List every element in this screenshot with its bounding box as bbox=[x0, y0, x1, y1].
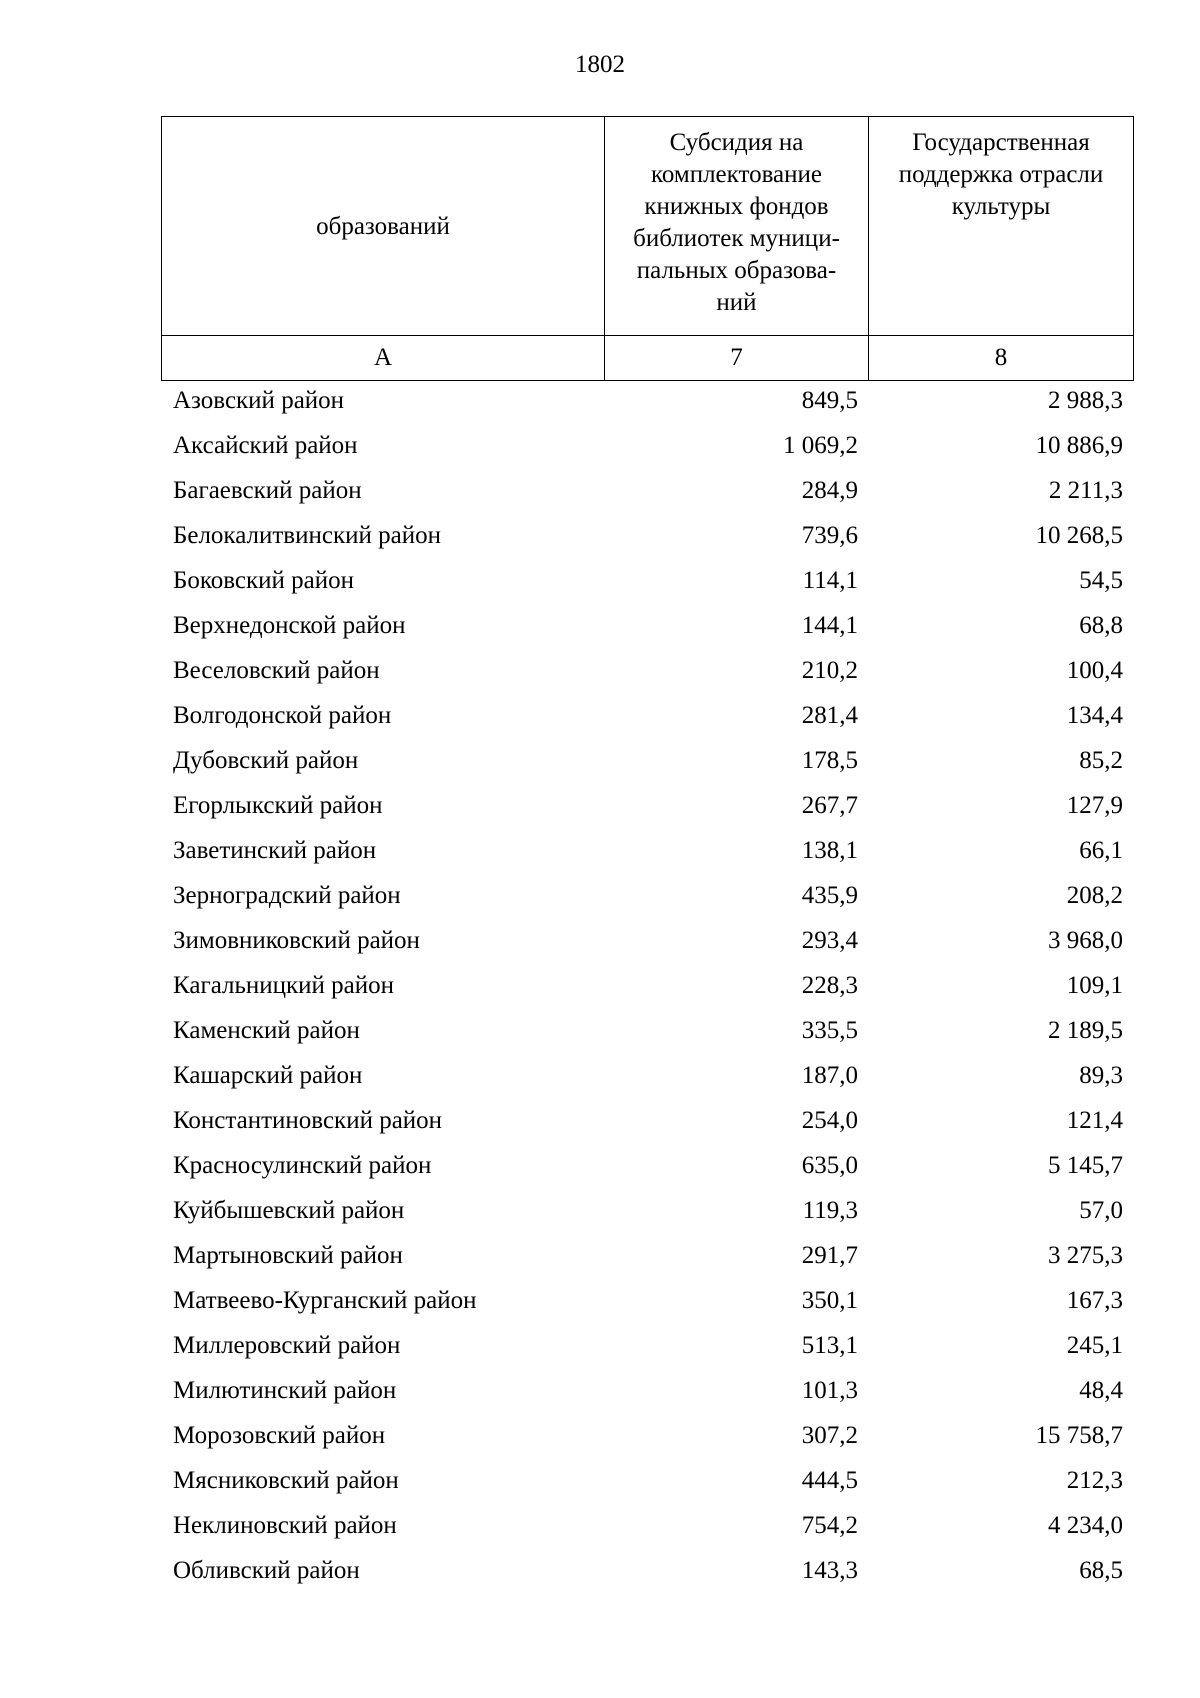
table-body bbox=[161, 378, 1133, 1593]
table-row bbox=[161, 1188, 1133, 1233]
value-col-8: 57,0 bbox=[1079, 1196, 1123, 1224]
value-col-8: 167,3 bbox=[1066, 1286, 1123, 1314]
municipality-name: Константиновский район bbox=[173, 1106, 443, 1134]
municipality-name: Егорлыкский район bbox=[173, 791, 383, 819]
municipality-name: Красносулинский район bbox=[173, 1151, 432, 1179]
municipality-name: Волгодонской район bbox=[173, 701, 392, 729]
value-col-7: 291,7 bbox=[801, 1241, 858, 1269]
table-row bbox=[161, 1233, 1133, 1278]
value-col-8: 3 968,0 bbox=[1048, 926, 1123, 954]
value-col-7: 444,5 bbox=[801, 1466, 858, 1494]
value-col-8: 66,1 bbox=[1079, 836, 1123, 864]
value-col-8: 85,2 bbox=[1079, 746, 1123, 774]
value-col-8: 68,8 bbox=[1079, 611, 1123, 639]
table-row bbox=[161, 513, 1133, 558]
table-row bbox=[161, 1368, 1133, 1413]
table-row bbox=[161, 558, 1133, 603]
municipality-name: Веселовский район bbox=[173, 656, 380, 684]
header-col-8-label: Государственная поддержка отрасли культуры bbox=[898, 129, 1104, 220]
value-col-8: 134,4 bbox=[1066, 701, 1123, 729]
value-col-8: 4 234,0 bbox=[1048, 1511, 1123, 1539]
table-row bbox=[161, 963, 1133, 1008]
value-col-7: 307,2 bbox=[801, 1421, 858, 1449]
value-col-7: 228,3 bbox=[801, 971, 858, 999]
value-col-8: 212,3 bbox=[1066, 1466, 1123, 1494]
value-col-7: 293,4 bbox=[801, 926, 858, 954]
municipality-name: Морозовский район bbox=[173, 1421, 386, 1449]
value-col-7: 267,7 bbox=[801, 791, 858, 819]
value-col-8: 109,1 bbox=[1066, 971, 1123, 999]
table-row bbox=[161, 1503, 1133, 1548]
value-col-8: 10 268,5 bbox=[1035, 521, 1123, 549]
value-col-8: 208,2 bbox=[1066, 881, 1123, 909]
header-col-7 bbox=[605, 117, 869, 336]
municipality-name: Куйбышевский район bbox=[173, 1196, 405, 1224]
municipality-name: Дубовский район bbox=[173, 746, 359, 774]
value-col-7: 254,0 bbox=[801, 1106, 858, 1134]
table-row bbox=[161, 1143, 1133, 1188]
value-col-8: 48,4 bbox=[1079, 1376, 1123, 1404]
value-col-8: 5 145,7 bbox=[1048, 1151, 1123, 1179]
value-col-8: 15 758,7 bbox=[1035, 1421, 1123, 1449]
numbering-7: 7 bbox=[605, 336, 869, 381]
value-col-7: 178,5 bbox=[801, 746, 858, 774]
table-row bbox=[161, 873, 1133, 918]
table-row bbox=[161, 783, 1133, 828]
value-col-7: 1 069,2 bbox=[783, 431, 858, 459]
table-row bbox=[161, 1458, 1133, 1503]
value-col-8: 121,4 bbox=[1066, 1106, 1123, 1134]
value-col-7: 119,3 bbox=[802, 1196, 858, 1224]
value-col-7: 144,1 bbox=[801, 611, 858, 639]
table-row bbox=[161, 918, 1133, 963]
value-col-7: 849,5 bbox=[801, 386, 858, 414]
municipality-name: Верхнедонской район bbox=[173, 611, 406, 639]
municipality-name: Неклиновский район bbox=[173, 1511, 397, 1539]
table-row bbox=[161, 1323, 1133, 1368]
municipality-name: Каменский район bbox=[173, 1016, 360, 1044]
value-col-7: 281,4 bbox=[801, 701, 858, 729]
value-col-7: 284,9 bbox=[801, 476, 858, 504]
table-row bbox=[161, 1413, 1133, 1458]
value-col-7: 138,1 bbox=[801, 836, 858, 864]
table-row bbox=[161, 828, 1133, 873]
value-col-8: 100,4 bbox=[1066, 656, 1123, 684]
value-col-8: 54,5 bbox=[1079, 566, 1123, 594]
municipality-name: Заветинский район bbox=[173, 836, 377, 864]
municipality-name: Боковский район bbox=[173, 566, 354, 594]
value-col-8: 3 275,3 bbox=[1048, 1241, 1123, 1269]
table-header bbox=[161, 116, 1134, 381]
value-col-7: 210,2 bbox=[801, 656, 858, 684]
municipality-name: Кашарский район bbox=[173, 1061, 363, 1089]
municipality-name: Матвеево-Курганский район bbox=[173, 1286, 477, 1314]
municipality-name: Миллеровский район bbox=[173, 1331, 401, 1359]
value-col-7: 754,2 bbox=[801, 1511, 858, 1539]
value-col-7: 513,1 bbox=[801, 1331, 858, 1359]
table-row bbox=[161, 1278, 1133, 1323]
value-col-8: 127,9 bbox=[1066, 791, 1123, 819]
header-col-7-label: Субсидия на комплектование книжных фондов библиотек муници- пальных образова- ний bbox=[633, 129, 840, 316]
header-col-8 bbox=[869, 117, 1134, 336]
municipality-name: Аксайский район bbox=[173, 431, 358, 459]
municipality-name: Мясниковский район bbox=[173, 1466, 399, 1494]
table-row bbox=[161, 378, 1133, 423]
value-col-8: 2 211,3 bbox=[1048, 476, 1123, 504]
value-col-7: 350,1 bbox=[801, 1286, 858, 1314]
table-row bbox=[161, 1008, 1133, 1053]
value-col-8: 68,5 bbox=[1079, 1556, 1123, 1584]
value-col-7: 187,0 bbox=[801, 1061, 858, 1089]
municipality-name: Милютинский район bbox=[173, 1376, 397, 1404]
page-number: 1802 bbox=[575, 51, 625, 78]
value-col-7: 635,0 bbox=[801, 1151, 858, 1179]
table-row bbox=[161, 1053, 1133, 1098]
value-col-7: 101,3 bbox=[801, 1376, 858, 1404]
value-col-7: 435,9 bbox=[801, 881, 858, 909]
table-row bbox=[161, 603, 1133, 648]
municipality-name: Зимовниковский район bbox=[173, 926, 420, 954]
table-row bbox=[161, 738, 1133, 783]
table-row bbox=[161, 693, 1133, 738]
value-col-7: 739,6 bbox=[801, 521, 858, 549]
value-col-7: 114,1 bbox=[802, 566, 858, 594]
municipality-name: Азовский район bbox=[173, 386, 345, 414]
table-row bbox=[161, 1098, 1133, 1143]
value-col-8: 245,1 bbox=[1066, 1331, 1123, 1359]
value-col-8: 2 189,5 bbox=[1048, 1016, 1123, 1044]
header-municipality-label: образований bbox=[316, 213, 450, 240]
table-row bbox=[161, 648, 1133, 693]
municipality-name: Багаевский район bbox=[173, 476, 362, 504]
value-col-8: 89,3 bbox=[1079, 1061, 1123, 1089]
municipality-name: Зерноградский район bbox=[173, 881, 401, 909]
value-col-7: 143,3 bbox=[801, 1556, 858, 1584]
municipality-name: Обливский район bbox=[173, 1556, 360, 1584]
municipality-name: Мартыновский район bbox=[173, 1241, 403, 1269]
table-row bbox=[161, 468, 1133, 513]
numbering-row bbox=[162, 336, 1134, 381]
numbering-8: 8 bbox=[869, 336, 1134, 381]
municipality-name: Белокалитвинский район bbox=[173, 521, 441, 549]
numbering-a: А bbox=[162, 336, 605, 381]
value-col-7: 335,5 bbox=[801, 1016, 858, 1044]
value-col-8: 2 988,3 bbox=[1048, 386, 1123, 414]
table-row bbox=[161, 423, 1133, 468]
value-col-8: 10 886,9 bbox=[1035, 431, 1123, 459]
table-row bbox=[161, 1548, 1133, 1593]
header-municipality bbox=[162, 117, 605, 336]
municipality-name: Кагальницкий район bbox=[173, 971, 395, 999]
header-row bbox=[162, 117, 1134, 336]
